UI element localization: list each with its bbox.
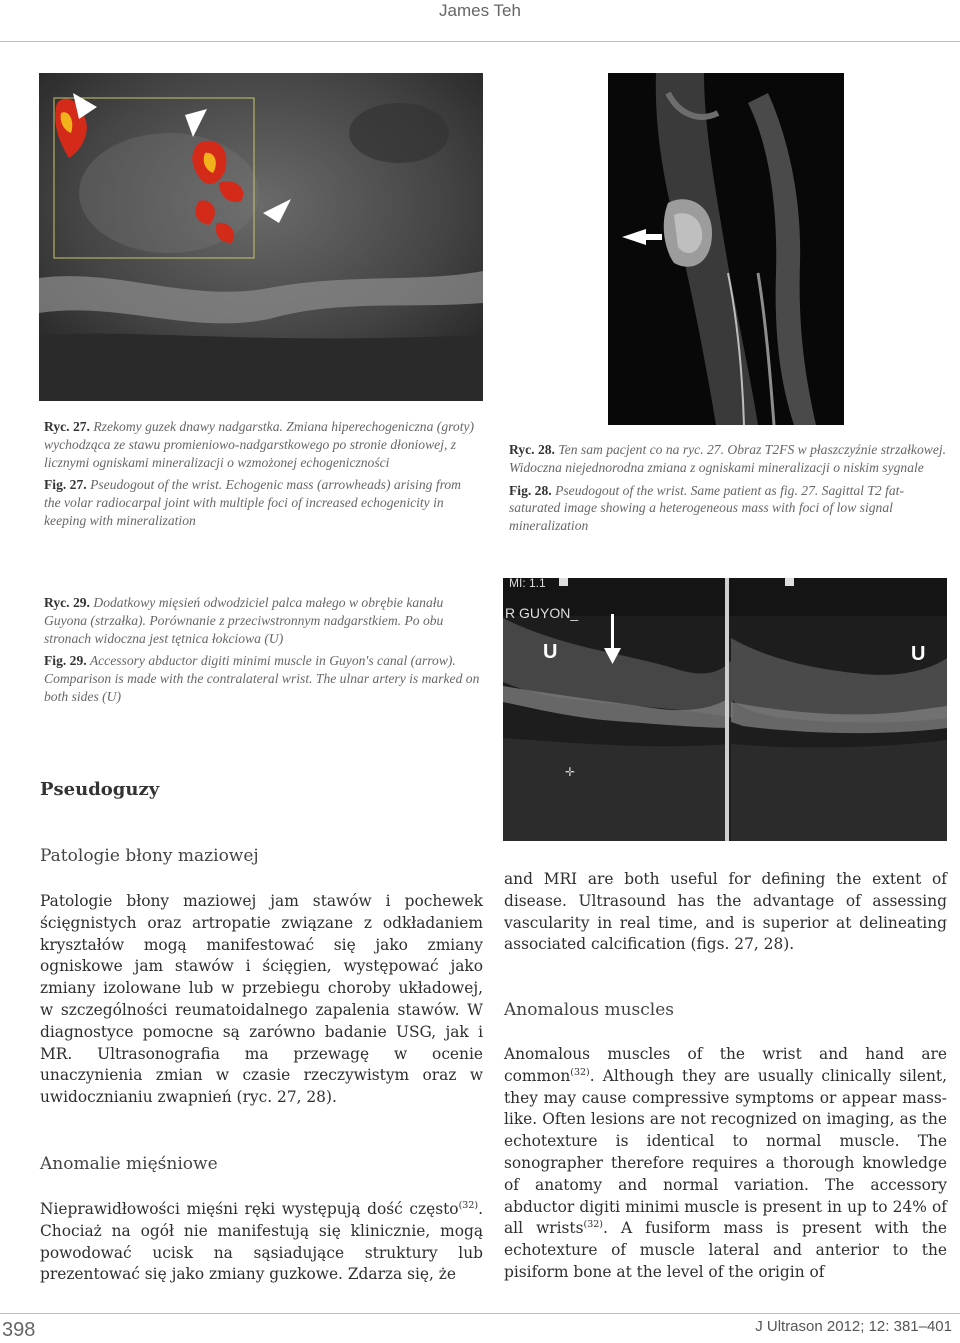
paragraph-anomalie [40,1199,483,1286]
reference-32-b: (32) [583,1219,604,1231]
figure-27-ultrasound-image [39,73,483,401]
subheading-anomalie: Anomalie mięśniowe [40,1154,218,1174]
paragraph-anomalie-part-a: Nieprawidłowości mięśni ręki występują dość często [40,1200,459,1218]
figure-29-text-pl: Dodatkowy mięsień odwodziciel palca małego w obrębie kanału Guyona (strzałka). Porównanie z przeciwstronnym nadgarstkiem. Po obu stronach widoczna jest tętnica łokciowa (U) [44,595,444,646]
figure-29-caption-en [44,652,480,705]
figure-27-text-pl: Rzekomy guzek dnawy nadgarstka. Zmiana hiperechogeniczna (groty) wychodząca ze stawu promieniowo-nadgarstkowego po stronie dłoniowej, z licznymi ogniskami mineralizacji o wzmożonej echogeniczności [44,419,475,470]
header-divider [0,41,960,42]
figure-29-label-pl: Ryc. 29. [44,595,90,610]
paragraph-anomalous-part-c: . A fusiform mass is present with the echotexture of muscle lateral and anterior to the pisiform bone at the level of the origin of [504,1219,947,1281]
running-header-author: James Teh [439,1,521,20]
page-number: 398 [2,1319,36,1341]
footer-divider [0,1313,960,1314]
figure-28-caption [509,441,949,535]
figure-27-label-en: Fig. 27. [44,477,87,493]
paragraph-anomalous-muscles [504,1044,947,1284]
figure-28-caption-en [509,482,949,535]
figure-27-caption [44,418,478,530]
figure-27-text-en: Pseudogout of the wrist. Echogenic mass (arrowheads) arising from the volar radiocarpal joint with multiple foci of increased echogenicity in keeping with mineralization [44,477,461,528]
paragraph-anomalie-part-b: . Chociaż na ogół nie manifestują się klinicznie, mogą powodować ucisk na sąsiadujące struktury lub prezentować się jako zmiany guzkowe. Zdarza się, że [40,1200,483,1284]
figure-29-caption [44,594,480,706]
journal-citation: J Ultrason 2012; 12: 381–401 [755,1318,952,1335]
figure-28-label-en: Fig. 28. [509,482,552,498]
figure-27-caption-pl [44,418,478,471]
ulnar-artery-label-right: U [911,643,926,665]
paragraph-mri-useful: and MRI are both useful for defining the extent of disease. Ultrasound has the advantage of assessing vascularity in real time, and is superior at delineating associated calcification (figs. 27, 28). [504,870,947,954]
figure-28-label-pl: Ryc. 28. [509,442,555,457]
ulnar-artery-label-left: U [543,641,558,663]
reference-32: (32) [458,1199,479,1211]
figure-28-mri-image [608,73,844,425]
figure-28-text-en: Pseudogout of the wrist. Same patient as fig. 27. Sagittal T2 fat-saturated image showing a heterogeneous mass with foci of low signal mineralization [509,482,904,534]
figure-28-caption-pl [509,441,949,477]
svg-text:✛: ✛ [565,765,576,779]
section-title-pseudoguzy: Pseudoguzy [40,779,160,800]
overlay-guyon-text: R GUYON_ [505,605,579,621]
figure-28-text-pl: Ten sam pacjent co na ryc. 27. Obraz T2FS w płaszczyźnie strzałkowej. Widoczna niejednorodna zmiana z ogniskami mineralizacji o niskim sygnale [509,442,947,475]
reference-32-a: (32) [570,1066,590,1078]
paragraph-patologie: Patologie błony maziowej jam stawów i pochewek ścięgnistych oraz artropatie związane z odkładaniem kryształów mogą manifestować się jako zmiany ogniskowe jam stawów i ścięgien, występować jako zmiany izolowane lub w przebiegu choroby układowej, w szczególności reumatoidalnego zapalenia stawów. W diagnostyce pomocne są zarówno badanie USG, jak i MR. Ultrasonografia ma przewagę w ocenie unaczynienia zmian w czasie rzeczywistym oraz w uwidocznianiu zwapnień (ryc. 27, 28). [40,892,483,1107]
figure-29-ultrasound-image [503,578,947,841]
figure-27-caption-en [44,476,478,529]
subheading-anomalous-muscles: Anomalous muscles [504,1000,674,1020]
figure-29-text-en: Accessory abductor digiti minimi muscle in Guyon's canal (arrow). Comparison is made with the contralateral wrist. The ulnar artery is marked on both sides (U) [44,653,480,704]
paragraph-anomalous-part-a: Anomalous muscles of the wrist and hand are common [504,1045,947,1085]
figure-29-label-en: Fig. 29. [44,653,87,669]
overlay-mi-text: MI: 1.1 [509,578,546,590]
figure-29-caption-pl [44,594,480,647]
paragraph-anomalous-part-b: . Although they are usually clinically silent, they may cause compressive symptoms or appear mass-like. Often lesions are not recognized on imaging, as the echotexture is identical to normal muscle. The sonographer therefore requires a thorough knowledge of anatomy and normal variation. The accessory abductor digiti minimi muscle is present in up to 24% of all wrists [504,1066,947,1238]
figure-27-label-pl: Ryc. 27. [44,419,90,434]
subheading-patologie: Patologie błony maziowej [40,846,259,866]
